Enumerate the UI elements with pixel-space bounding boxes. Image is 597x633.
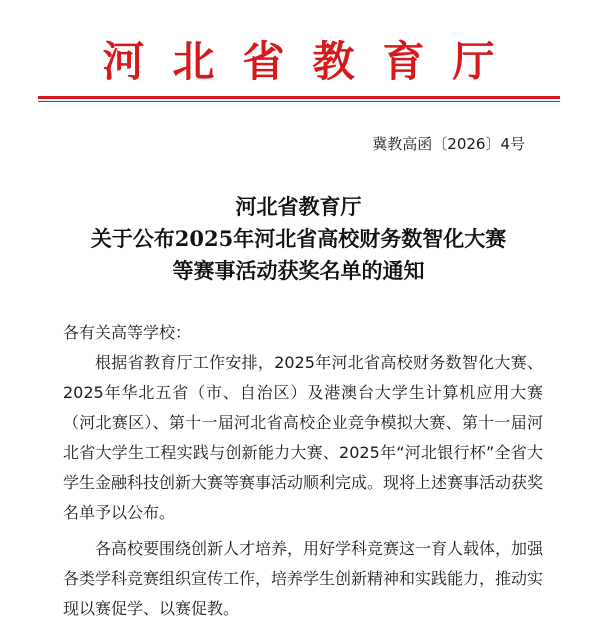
masthead-org-name: 河北省教育厅 [102,37,523,86]
body-paragraph-2: 各高校要围绕创新人才培养，用好学科竞赛这一育人载体，加强各类学科竞赛组织宣传工作，培养学生创新精神和实践能力，推动实现以赛促学、以赛促教。 [63,539,544,618]
document-body [63,318,543,624]
title-line-2: 关于公布2025年河北省高校财务数智化大赛 [90,226,507,251]
title-line-3: 等赛事活动获奖名单的通知 [172,258,425,283]
masthead-red-rule [38,96,560,99]
masthead-red-rule-thin [38,101,560,102]
body-paragraph-1: 根据省教育厅工作安排，2025年河北省高校财务数智化大赛、2025年华北五省（市、自治区）及港澳台大学生计算机应用大赛（河北赛区）、第十一届河北省高校企业竞争模拟大赛、第十一届河北省大学生工程实践与创新能力大赛、2025年“河北银行杯”全省大学生金融科技创新大赛等赛事活动顺利完成。现将上述赛事活动获奖名单予以公布。 [63,353,544,522]
document-title [0,191,597,287]
title-line-1: 河北省教育厅 [235,194,362,219]
document-number: 冀教高函〔2026〕4号 [372,135,525,153]
salutation: 各有关高等学校： [63,323,192,342]
